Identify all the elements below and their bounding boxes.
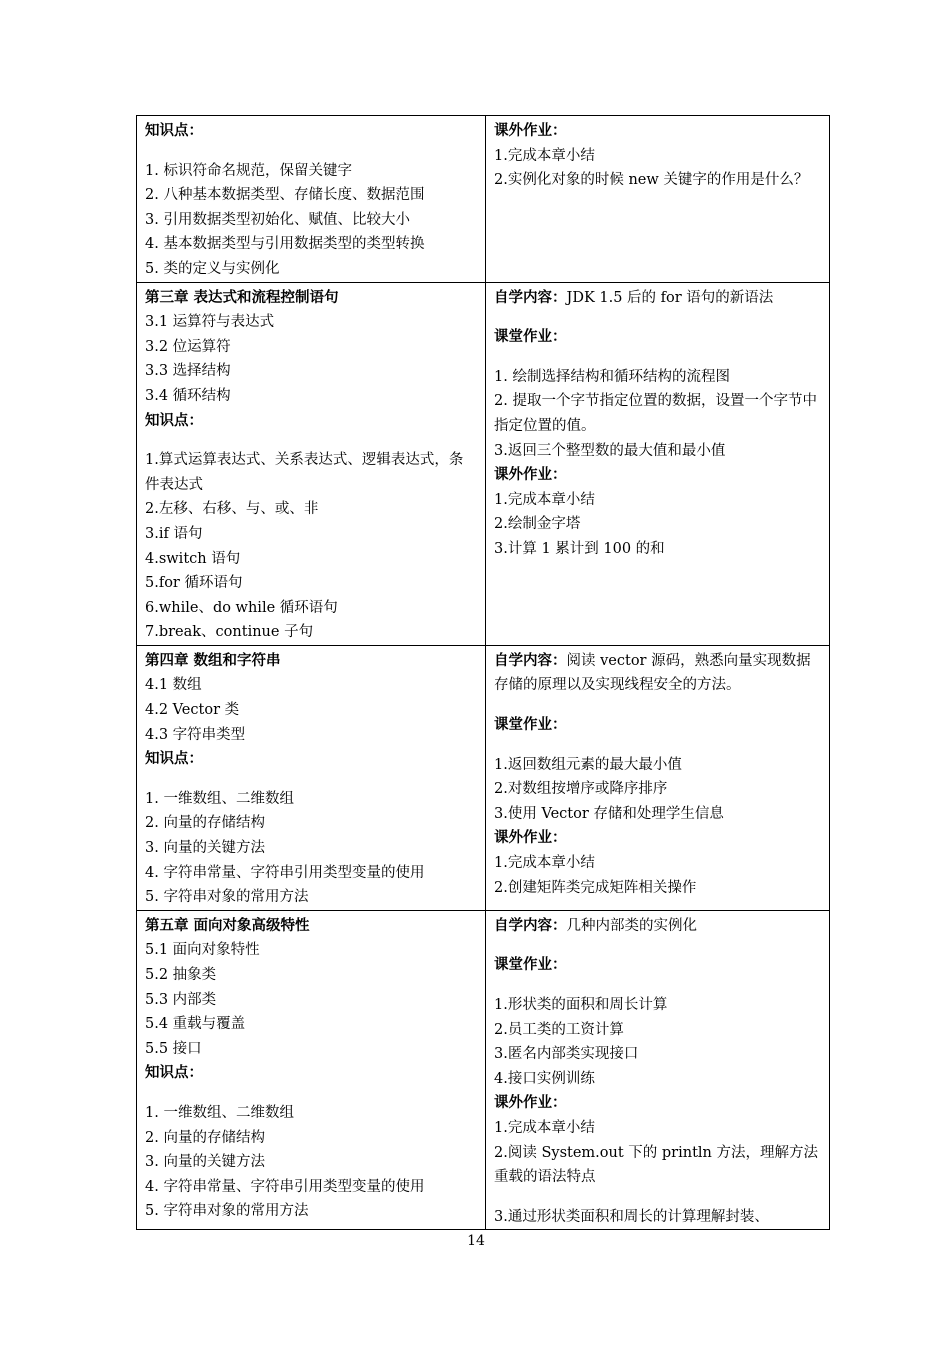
list-item: 1.完成本章小结 [494, 147, 595, 164]
list-item: 1. 一维数组、二维数组 [145, 1104, 294, 1121]
list-item: 3. 向量的关键方法 [145, 1154, 265, 1171]
self-study [494, 286, 821, 311]
knowledge-cell [137, 116, 486, 283]
list-item: 3. 引用数据类型初始化、赋值、比较大小 [145, 211, 410, 228]
list-item: 2. 八种基本数据类型、存储长度、数据范围 [145, 187, 425, 204]
table-row [137, 116, 830, 283]
section-item: 4.2 Vector 类 [145, 702, 240, 719]
self-study-text: JDK 1.5 后的 for 语句的新语法 [566, 289, 774, 306]
list-item: 6.while、do while 循环语句 [145, 599, 338, 616]
self-study [494, 914, 821, 939]
table-row [137, 645, 830, 910]
section-item: 3.4 循环结构 [145, 387, 231, 404]
classwork-label: 课堂作业： [494, 716, 567, 734]
list-item: 1.形状类的面积和周长计算 [494, 997, 668, 1013]
section-item: 4.1 数组 [145, 677, 202, 694]
list-item: 3.匿名内部类实现接口 [494, 1046, 639, 1063]
table-row [137, 282, 830, 645]
list-item: 4. 字符串常量、字符串引用类型变量的使用 [145, 864, 425, 881]
list-item: 1.算式运算表达式、关系表达式、逻辑表达式，条件表达式 [145, 452, 464, 493]
knowledge-label: 知识点： [145, 1064, 203, 1082]
classwork-label: 课堂作业： [494, 956, 567, 974]
list-item: 1.返回数组元素的最大最小值 [494, 756, 682, 773]
section-item: 5.2 抽象类 [145, 967, 217, 983]
list-item: 1. 标识符命名规范，保留关键字 [145, 162, 352, 179]
self-study-text: 几种内部类的实例化 [566, 917, 697, 934]
list-item: 3.if 语句 [145, 525, 203, 542]
knowledge-label: 知识点： [145, 750, 203, 768]
assignment-cell [486, 645, 830, 910]
self-study-text: 阅读 vector 源码，熟悉向量实现数据存储的原理以及实现线程安全的方法。 [494, 652, 811, 694]
list-item: 4.switch 语句 [145, 550, 241, 567]
list-item: 2.对数组按增序或降序排序 [494, 781, 668, 798]
section-item: 4.3 字符串类型 [145, 726, 246, 743]
list-item: 3.使用 Vector 存储和处理学生信息 [494, 805, 724, 822]
list-item: 2. 提取一个字节指定位置的数据，设置一个字节中指定位置的值。 [494, 393, 817, 434]
homework-label: 课外作业： [494, 1094, 567, 1112]
page-number: 14 [467, 1233, 485, 1249]
assignment-cell [486, 116, 830, 283]
list-item: 1. 一维数组、二维数组 [145, 790, 294, 807]
table-row [137, 910, 830, 1230]
assignment-cell [486, 910, 830, 1230]
list-item: 4. 基本数据类型与引用数据类型的类型转换 [145, 236, 425, 253]
section-item: 3.3 选择结构 [145, 363, 231, 380]
section-item: 5.3 内部类 [145, 991, 217, 1008]
list-item: 3.计算 1 累计到 100 的和 [494, 540, 665, 557]
list-item: 5. 类的定义与实例化 [145, 260, 280, 277]
list-item: 2. 向量的存储结构 [145, 1129, 265, 1146]
homework-label: 课外作业： [494, 466, 567, 484]
list-item: 2.阅读 System.out 下的 println 方法，理解方法重载的语法特点 [494, 1144, 818, 1186]
list-item: 7.break、continue 子句 [145, 624, 314, 641]
homework-label: 课外作业： [494, 122, 567, 139]
homework-label: 课外作业： [494, 829, 567, 847]
self-study-label: 自学内容： [494, 916, 567, 934]
chapter-title: 第五章 面向对象高级特性 [145, 916, 310, 934]
list-item: 5. 字符串对象的常用方法 [145, 889, 309, 906]
assignment-cell [486, 282, 830, 645]
chapter-title: 第四章 数组和字符串 [145, 651, 281, 669]
section-item: 5.4 重载与覆盖 [145, 1016, 246, 1033]
self-study [494, 649, 821, 698]
chapter-cell [137, 645, 486, 910]
section-item: 3.1 运算符与表达式 [145, 314, 275, 331]
list-item: 2. 向量的存储结构 [145, 815, 265, 832]
list-item: 1.完成本章小结 [494, 1119, 595, 1136]
list-item: 3.通过形状类面积和周长的计算理解封装、 [494, 1208, 769, 1225]
chapter-cell [137, 910, 486, 1230]
section-item: 5.1 面向对象特性 [145, 942, 260, 959]
syllabus-table [136, 115, 830, 1230]
list-item: 3. 向量的关键方法 [145, 840, 265, 857]
knowledge-label: 知识点： [145, 411, 203, 429]
chapter-cell [137, 282, 486, 645]
section-item: 3.2 位运算符 [145, 338, 231, 355]
self-study-label: 自学内容： [494, 288, 567, 306]
list-item: 5. 字符串对象的常用方法 [145, 1203, 309, 1220]
list-item: 1.完成本章小结 [494, 855, 595, 872]
chapter-title: 第三章 表达式和流程控制语句 [145, 288, 339, 306]
list-item: 1.完成本章小结 [494, 491, 595, 508]
self-study-label: 自学内容： [494, 651, 567, 669]
list-item: 2.左移、右移、与、或、非 [145, 501, 319, 518]
list-item: 4. 字符串常量、字符串引用类型变量的使用 [145, 1178, 425, 1195]
list-item: 5.for 循环语句 [145, 575, 243, 592]
list-item: 2.实例化对象的时候 new 关键字的作用是什么？ [494, 172, 809, 189]
knowledge-label: 知识点： [145, 122, 203, 139]
list-item: 3.返回三个整型数的最大值和最小值 [494, 442, 726, 459]
list-item: 4.接口实例训练 [494, 1070, 595, 1087]
list-item: 2.创建矩阵类完成矩阵相关操作 [494, 879, 697, 896]
list-item: 2.绘制金字塔 [494, 516, 581, 533]
list-item: 1. 绘制选择结构和循环结构的流程图 [494, 368, 730, 385]
section-item: 5.5 接口 [145, 1040, 202, 1057]
classwork-label: 课堂作业： [494, 328, 567, 346]
list-item: 2.员工类的工资计算 [494, 1021, 624, 1038]
